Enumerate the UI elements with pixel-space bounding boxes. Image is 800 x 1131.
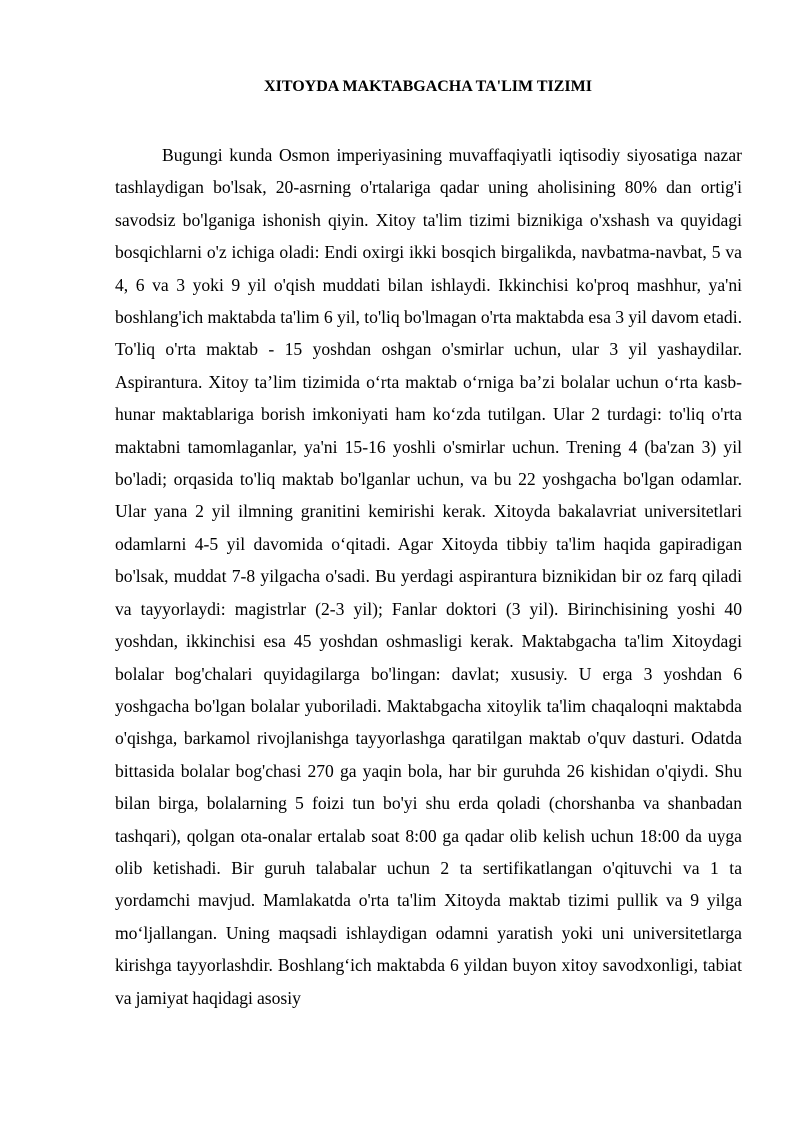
body-paragraph: Bugungi kunda Osmon imperiyasining muvaffaqiyatli iqtisodiy siyosatiga nazar tashlaydigan bo'lsak, 20-asrning o'rtalariga qadar uning aholisining 80% dan ortig'i savodsiz bo'lganiga ishonish qiyin. Xitoy ta'lim tizimi biznikiga o'xshash va quyidagi bosqichlarni o'z ichiga oladi: Endi oxirgi ikki bosqich birgalikda, navbatma-navbat, 5 va 4, 6 va 3 yoki 9 yil o'qish muddati bilan ishlaydi. Ikkinchisi ko'proq mashhur, ya'ni boshlang'ich maktabda ta'lim 6 yil, to'liq bo'lmagan o'rta maktabda esa 3 yil davom etadi. To'liq o'rta maktab - 15 yoshdan oshgan o'smirlar uchun, ular 3 yil yashaydilar. Aspirantura. Xitoy ta’lim tizimida o‘rta maktab o‘rniga ba’zi bolalar uchun o‘rta kasb-hunar maktablariga borish imkoniyati ham ko‘zda tutilgan. Ular 2 turdagi: to'liq o'rta maktabni tamomlaganlar, ya'ni 15-16 yoshli o'smirlar uchun. Trening 4 (ba'zan 3) yil bo'ladi; orqasida to'liq maktab bo'lganlar uchun, va bu 22 yoshgacha bo'lgan odamlar. Ular yana 2 yil ilmning granitini kemirishi kerak. Xitoyda bakalavriat universitetlari odamlarni 4-5 yil davomida o‘qitadi. Agar Xitoyda tibbiy ta'lim haqida gapiradigan bo'lsak, muddat 7-8 yilgacha o'sadi. Bu yerdagi aspirantura biznikidan bir oz farq qiladi va tayyorlaydi: magistrlar (2-3 yil); Fanlar doktori (3 yil). Birinchisining yoshi 40 yoshdan, ikkinchisi esa 45 yoshdan oshmasligi kerak. Maktabgacha ta'lim Xitoydagi bolalar bog'chalari quyidagilarga bo'lingan: davlat; xususiy. U erga 3 yoshdan 6 yoshgacha bo'lgan bolalar yuboriladi. Maktabgacha xitoylik ta'lim chaqaloqni maktabda o'qishga, barkamol rivojlanishga tayyorlashga qaratilgan maktab o'quv dasturi. Odatda bittasida bolalar bog'chasi 270 ga yaqin bola, har bir guruhda 26 kishidan o'qiydi. Shu bilan birga, bolalarning 5 foizi tun bo'yi shu erda qoladi (chorshanba va shanbadan tashqari), qolgan ota-onalar ertalab soat 8:00 ga qadar olib kelish uchun 18:00 da uyga olib ketishadi. Bir guruh talabalar uchun 2 ta sertifikatlangan o'qituvchi va 1 ta yordamchi mavjud. Mamlakatda o'rta ta'lim Xitoyda maktab tizimi pullik va 9 yilga mo‘ljallangan. Uning maqsadi ishlaydigan odamni yaratish yoki uni universitetlarga kirishga tayyorlashdir. Boshlang‘ich maktabda 6 yildan buyon xitoy savodxonligi, tabiat va jamiyat haqidagi asosiy — [115, 145, 742, 1008]
document-title: XITOYDA MAKTABGACHA TA'LIM TIZIMI — [264, 78, 592, 95]
